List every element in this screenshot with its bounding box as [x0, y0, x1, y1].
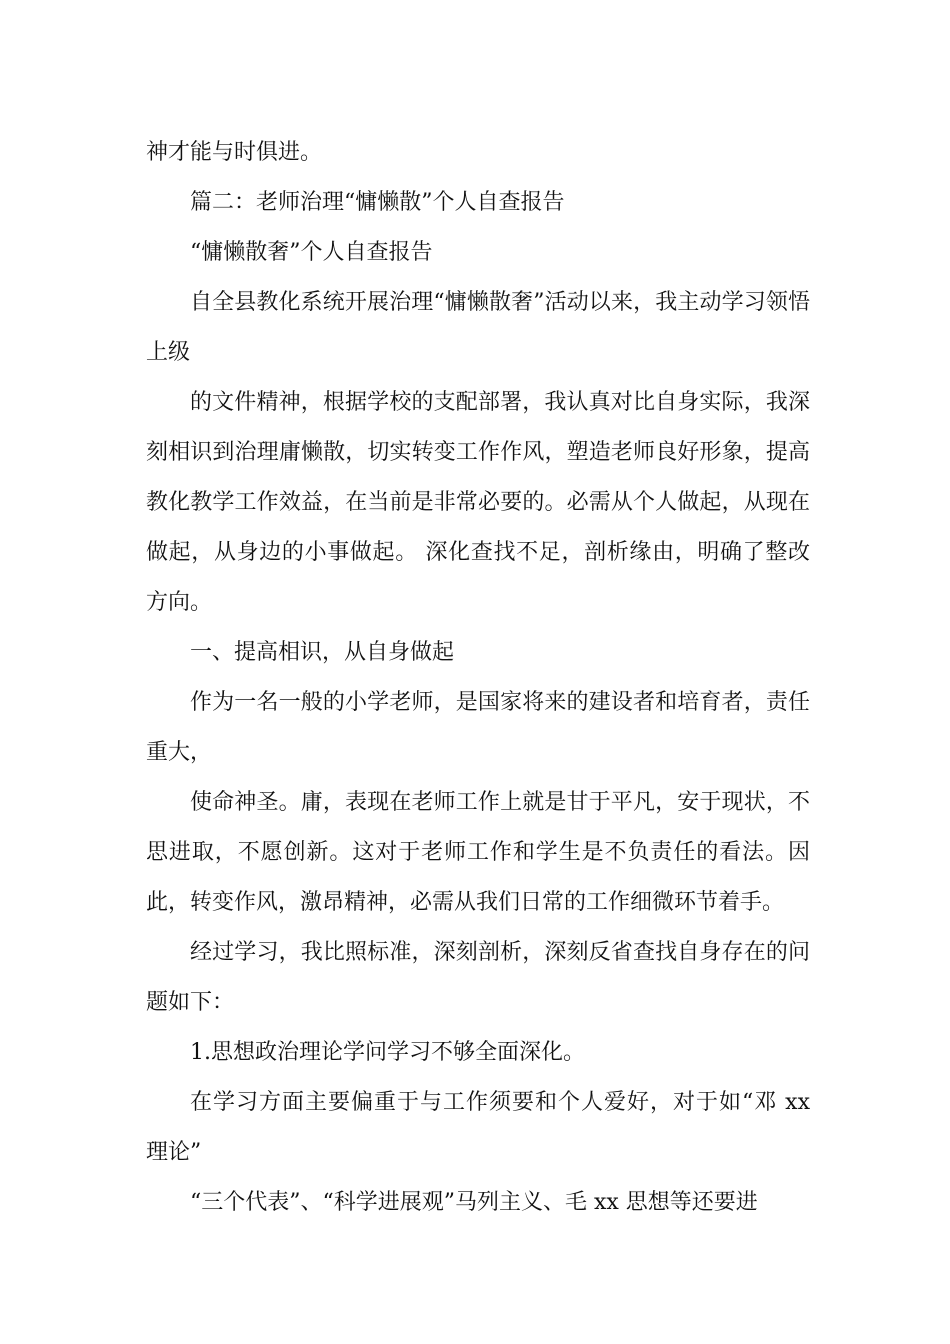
list-item-heading: 1.思想政治理论学问学习不够全面深化。 — [190, 1040, 585, 1065]
subsection-heading: 一、提高相识，从自身做起 — [190, 640, 455, 665]
document-body — [146, 128, 810, 1228]
paragraph: 经过学习，我比照标准，深刻剖析，深刻反省查找自身存在的问题如下： — [146, 940, 810, 1015]
paragraph: 自全县教化系统开展治理“慵懒散奢”活动以来，我主动学习领悟上级 — [146, 290, 810, 365]
paragraph: 在学习方面主要偏重于与工作须要和个人爱好，对于如“邓 xx 理论” — [146, 1090, 810, 1165]
paragraph-continuation: 神才能与时俱进。 — [146, 140, 323, 165]
report-title: “慵懒散奢”个人自查报告 — [190, 240, 433, 265]
paragraph: “三个代表”、“科学进展观”马列主义、毛 xx 思想等还要进 — [190, 1190, 758, 1215]
paragraph: 作为一名一般的小学老师，是国家将来的建设者和培育者，责任重大， — [146, 690, 810, 765]
paragraph: 使命神圣。庸，表现在老师工作上就是甘于平凡，安于现状，不思进取，不愿创新。这对于老师工作和学生是不负责任的看法。因此，转变作风，激昂精神，必需从我们日常的工作细微环节着手。 — [146, 790, 810, 915]
section-title: 篇二：老师治理“慵懒散”个人自查报告 — [190, 190, 565, 215]
paragraph: 的文件精神，根据学校的支配部署，我认真对比自身实际，我深刻相识到治理庸懒散，切实转变工作作风，塑造老师良好形象，提高教化教学工作效益，在当前是非常必要的。必需从个人做起，从现在做起，从身边的小事做起。 深化查找不足，剖析缘由，明确了整改方向。 — [146, 390, 810, 615]
